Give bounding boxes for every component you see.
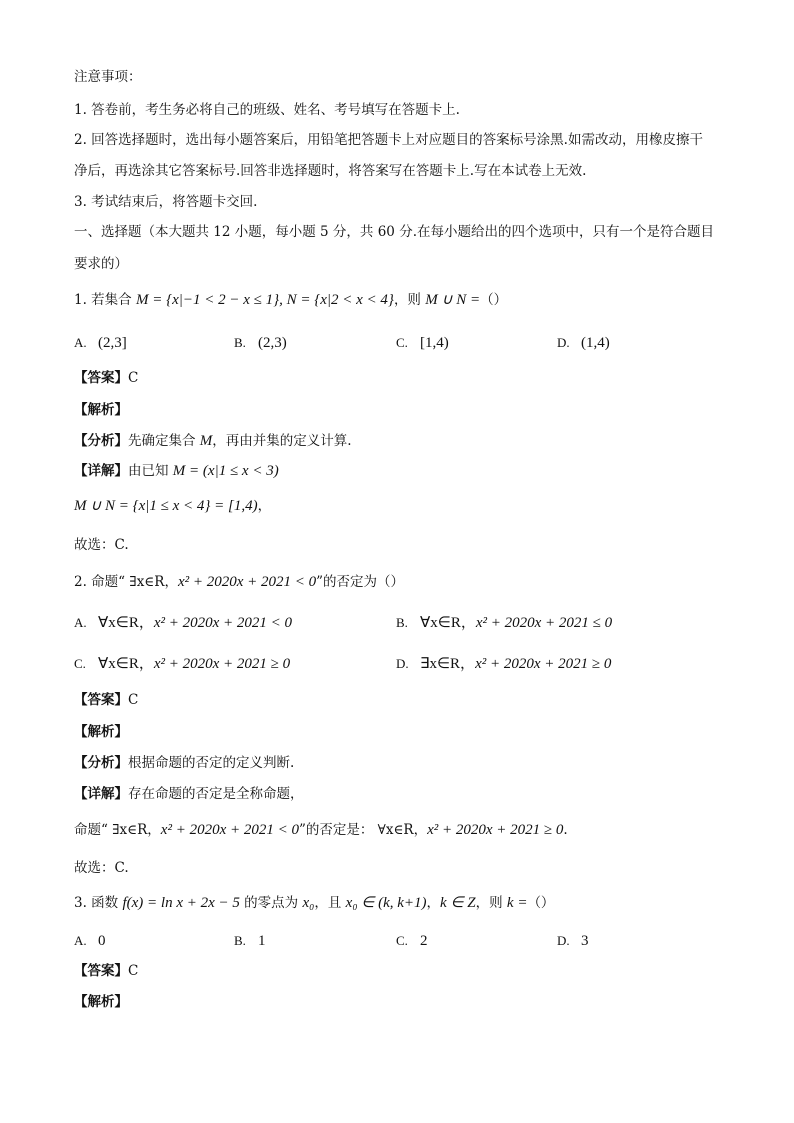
q2-answer: 【答案】C — [74, 692, 139, 708]
q1-option-d: D. (1,4) — [557, 335, 610, 351]
section-heading-cont: 要求的） — [74, 256, 128, 272]
q1-post: （） — [480, 292, 508, 308]
q1-pre: 1. 若集合 — [74, 292, 136, 308]
q1-conclusion: 故选：C. — [74, 537, 129, 553]
q3-function: f(x) = ln x + 2x − 5 — [122, 895, 240, 911]
q3-analysis: 【解析】 — [74, 994, 128, 1010]
q3-option-c: C. 2 — [396, 933, 428, 949]
q2-option-b: B. ∀x∈R，x² + 2020x + 2021 ≤ 0 — [396, 615, 613, 631]
q1-xiangjie: 【详解】由已知 M = (x|1 ≤ x < 3) — [74, 463, 279, 479]
q3-option-b: B. 1 — [234, 933, 266, 949]
q1-mid: ，则 — [393, 292, 426, 308]
q1-option-c: C. [1,4) — [396, 335, 449, 351]
q2-analysis: 【解析】 — [74, 724, 128, 740]
notice-item-2-cont: 净后，再选涂其它答案标号.回答非选择题时，将答案写在答题卡上.写在本试卷上无效. — [74, 163, 587, 179]
q2-xiangjie: 【详解】存在命题的否定是全称命题， — [74, 786, 304, 802]
q2-option-c: C. ∀x∈R，x² + 2020x + 2021 ≥ 0 — [74, 656, 291, 672]
q1-fenxi: 【分析】先确定集合 M，再由并集的定义计算. — [74, 433, 352, 449]
question-2: 2. 命题“ ∃x∈R，x² + 2020x + 2021 < 0”的否定为（） — [74, 574, 405, 590]
q1-answer: 【答案】C — [74, 370, 139, 386]
q1-union: M ∪ N = — [425, 292, 481, 308]
q2-option-d: D. ∃x∈R，x² + 2020x + 2021 ≥ 0 — [396, 656, 612, 672]
question-3: 3. 函数 f(x) = ln x + 2x − 5 的零点为 x₀，且 x₀ ∈ (k, k+1)，k ∈ Z，则 k =（） — [74, 895, 555, 911]
q2-option-a: A. ∀x∈R，x² + 2020x + 2021 < 0 — [74, 615, 293, 631]
q2-conclusion: 故选：C. — [74, 860, 129, 876]
q1-sets: M = {x|−1 < 2 − x ≤ 1}, N = {x|2 < x < 4} — [135, 292, 394, 308]
section-heading: 一、选择题（本大题共 12 小题，每小题 5 分，共 60 分.在每小题给出的四个选项中，只有一个是符合题目 — [74, 224, 714, 240]
q1-option-b: B. (2,3) — [234, 335, 287, 351]
q3-answer: 【答案】C — [74, 963, 139, 979]
question-1 — [74, 290, 507, 310]
q1-option-a: A. (2,3] — [74, 335, 127, 351]
q2-statement: x² + 2020x + 2021 < 0 — [177, 574, 317, 590]
notice-item-3: 3. 考试结束后，将答题卡交回. — [74, 194, 258, 210]
q2-fenxi: 【分析】根据命题的否定的定义判断. — [74, 755, 295, 771]
notice-item-2: 2. 回答选择题时，选出每小题答案后，用铅笔把答题卡上对应题目的答案标号涂黑.如需改动，用橡皮擦干 — [74, 132, 703, 148]
q3-option-d: D. 3 — [557, 933, 589, 949]
q1-analysis: 【解析】 — [74, 402, 128, 418]
q3-option-a: A. 0 — [74, 933, 106, 949]
notice-item-1: 1. 答卷前，考生务必将自己的班级、姓名、考号填写在答题卡上. — [74, 102, 460, 118]
q1-calc: M ∪ N = {x|1 ≤ x < 4} = [1,4)， — [74, 498, 272, 514]
q2-negation-line: 命题“ ∃x∈R，x² + 2020x + 2021 < 0”的否定是： ∀x∈R，x² + 2020x + 2021 ≥ 0. — [74, 822, 568, 838]
notice-title: 注意事项： — [74, 69, 142, 85]
